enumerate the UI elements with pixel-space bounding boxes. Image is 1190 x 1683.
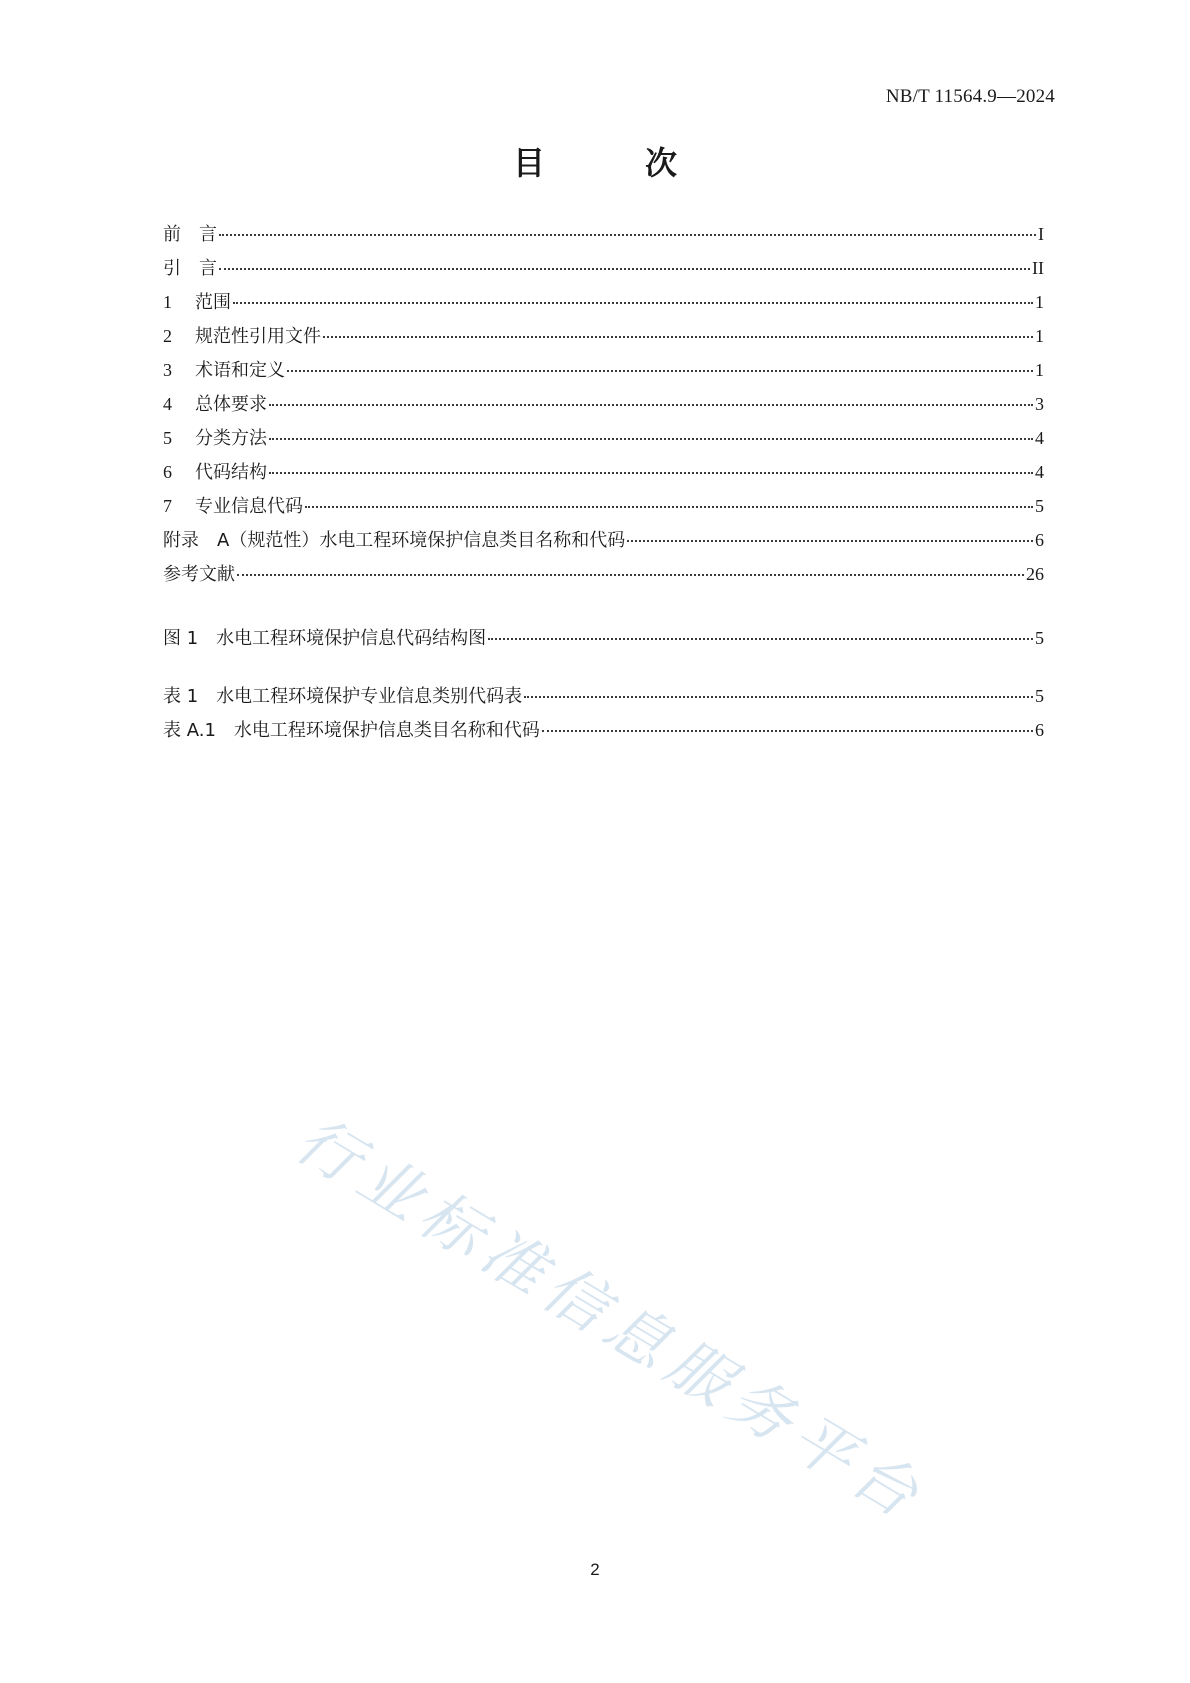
toc-page: 5 xyxy=(1035,628,1044,648)
toc-label xyxy=(163,390,267,416)
toc-page: 1 xyxy=(1035,292,1044,312)
toc-label xyxy=(163,288,231,314)
toc-label xyxy=(163,492,303,518)
toc-number: 6 xyxy=(163,462,172,482)
toc-leader xyxy=(269,472,1033,474)
toc-page: 3 xyxy=(1035,394,1044,414)
toc-label xyxy=(163,424,267,450)
toc-entry-terms[interactable] xyxy=(163,356,1044,390)
toc-leader xyxy=(269,404,1033,406)
toc-number: 4 xyxy=(163,394,172,414)
toc-leader xyxy=(542,730,1033,732)
toc-label xyxy=(163,322,321,348)
toc-entry-normative-references[interactable] xyxy=(163,322,1044,356)
toc-leader xyxy=(219,234,1036,236)
toc-leader xyxy=(524,696,1033,698)
toc-leader xyxy=(627,540,1033,542)
toc-number: 5 xyxy=(163,428,172,448)
toc-label xyxy=(163,458,267,484)
toc-entry-bibliography[interactable] xyxy=(163,560,1044,594)
toc-leader xyxy=(323,336,1033,338)
toc-page: 5 xyxy=(1035,496,1044,516)
toc-label: 附录 A（规范性）水电工程环境保护信息类目名称和代码 xyxy=(163,530,626,551)
watermark: 行业标准信息服务平台 xyxy=(283,1102,939,1536)
section-gap xyxy=(163,594,1044,624)
toc-page: 4 xyxy=(1035,428,1044,448)
toc-entry-table-1[interactable] xyxy=(163,682,1044,716)
toc-label: 引 言 xyxy=(163,258,217,279)
toc-leader xyxy=(269,438,1033,440)
document-code: NB/T 11564.9—2024 xyxy=(885,86,1055,107)
toc-title: 总体要求 xyxy=(195,394,267,415)
toc-number: 3 xyxy=(163,360,172,380)
toc-page: 26 xyxy=(1026,564,1044,584)
toc-page: 1 xyxy=(1035,326,1044,346)
toc-title: 范围 xyxy=(195,292,231,313)
toc-title: 规范性引用文件 xyxy=(195,326,321,347)
toc-page: I xyxy=(1038,224,1044,244)
toc-number: 7 xyxy=(163,496,172,516)
section-gap xyxy=(163,658,1044,682)
toc-entry-table-a1[interactable] xyxy=(163,716,1044,750)
toc-label xyxy=(163,356,285,382)
toc-leader xyxy=(233,302,1033,304)
toc-leader xyxy=(237,574,1024,576)
table-of-contents xyxy=(163,220,1044,750)
toc-page: 1 xyxy=(1035,360,1044,380)
toc-label: 参考文献 xyxy=(163,564,235,585)
toc-entry-general-requirements[interactable] xyxy=(163,390,1044,424)
toc-entry-foreword[interactable] xyxy=(163,220,1044,254)
toc-leader xyxy=(287,370,1033,372)
toc-number: 1 xyxy=(163,292,172,312)
toc-label: 前 言 xyxy=(163,224,217,245)
toc-label: 表 A.1 水电工程环境保护信息类目名称和代码 xyxy=(163,720,540,741)
toc-title: 术语和定义 xyxy=(195,360,285,381)
toc-leader xyxy=(305,506,1033,508)
toc-entry-introduction[interactable] xyxy=(163,254,1044,288)
page-number: 2 xyxy=(590,1560,600,1579)
toc-number: 2 xyxy=(163,326,172,346)
toc-entry-scope[interactable] xyxy=(163,288,1044,322)
page-title: 目 次 xyxy=(512,144,711,182)
toc-title: 代码结构 xyxy=(195,462,267,483)
toc-page: 4 xyxy=(1035,462,1044,482)
toc-page: 5 xyxy=(1035,686,1044,706)
toc-entry-code-structure[interactable] xyxy=(163,458,1044,492)
toc-page: 6 xyxy=(1035,530,1044,550)
toc-label: 表 1 水电工程环境保护专业信息类别代码表 xyxy=(163,686,523,707)
toc-entry-professional-codes[interactable] xyxy=(163,492,1044,526)
toc-title: 专业信息代码 xyxy=(195,496,303,517)
toc-leader xyxy=(488,638,1033,640)
toc-title: 分类方法 xyxy=(195,428,267,449)
toc-label: 图 1 水电工程环境保护信息代码结构图 xyxy=(163,628,487,649)
toc-entry-figure-1[interactable] xyxy=(163,624,1044,658)
toc-entry-appendix-a[interactable] xyxy=(163,526,1044,560)
toc-leader xyxy=(219,268,1030,270)
toc-page: 6 xyxy=(1035,720,1044,740)
toc-page: II xyxy=(1032,258,1044,278)
toc-entry-classification[interactable] xyxy=(163,424,1044,458)
